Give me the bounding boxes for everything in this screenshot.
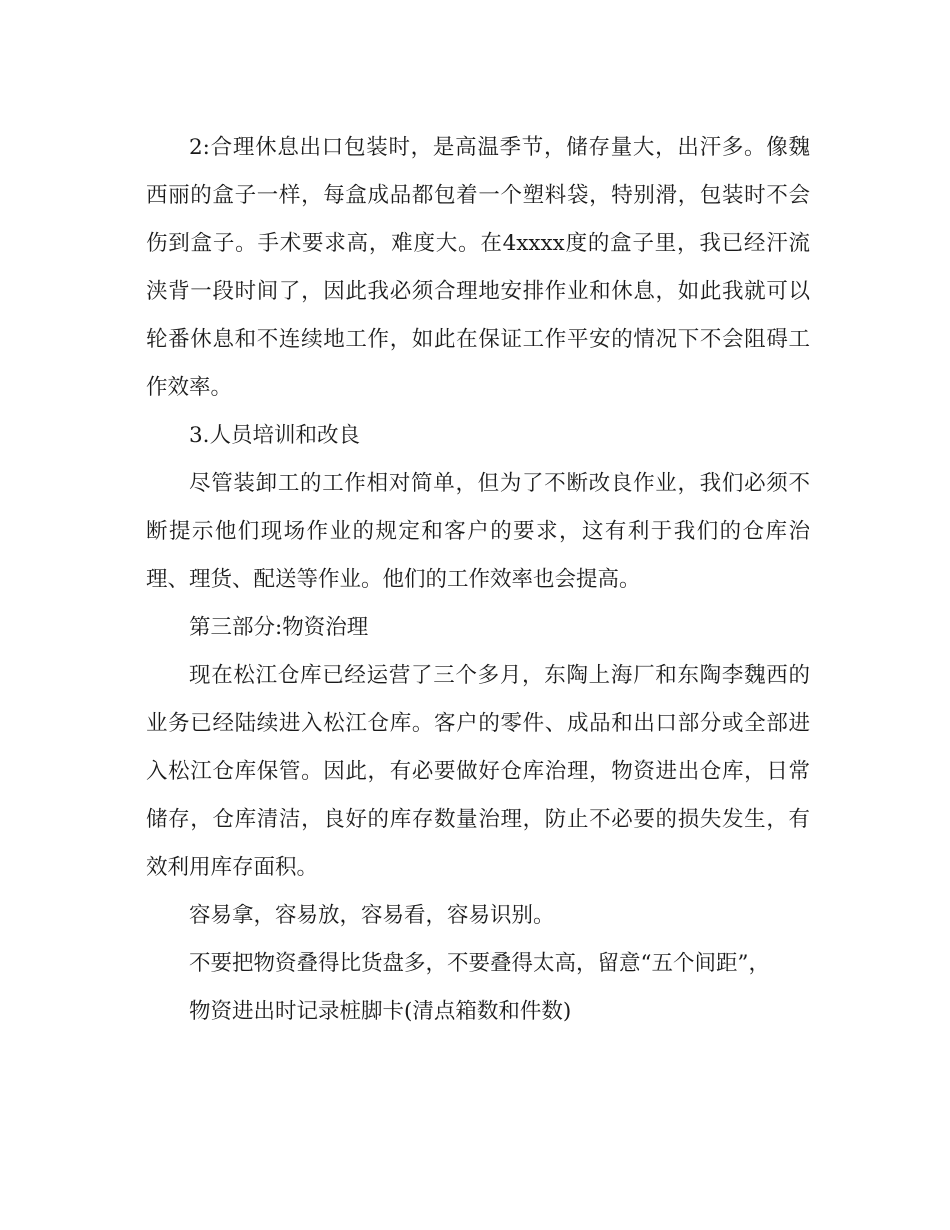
heading-part-three-materials: 第三部分:物资治理 [189, 615, 369, 640]
paragraph-easy-handling: 容易拿，容易放，容易看，容易识别。 [189, 903, 555, 928]
paragraph-stacking-rules: 不要把物资叠得比货盘多，不要叠得太高，留意“五个间距”， [189, 951, 770, 976]
paragraph-warehouse-management: 现在松江仓库已经运营了三个多月，东陶上海厂和东陶李魏西的业务已经陆续进入松江仓库。客户的零件、成品和出口部分或全部进入松江仓库保管。因此，有必要做好仓库治理，物资进出仓库，日常储存，仓库清洁，良好的库存数量治理，防止不必要的损失发生，有效利用库存面积。 [146, 663, 810, 880]
paragraph-staff-training: 尽管装卸工的工作相对简单，但为了不断改良作业，我们必须不断提示他们现场作业的规定和客户的要求，这有利于我们的仓库治理、理货、配送等作业。他们的工作效率也会提高。 [146, 471, 810, 592]
paragraph-rest-arrangement: 2:合理休息出口包装时，是高温季节，储存量大，出汗多。像魏西丽的盒子一样，每盒成品都包着一个塑料袋，特别滑，包装时不会伤到盒子。手术要求高，难度大。在4xxxx度的盒子里，我已经汗流浃背一段时间了，因此我必须合理地安排作业和休息，如此我就可以轮番休息和不连续地工作，如此在保证工作平安的情况下不会阻碍工作效率。 [146, 135, 810, 400]
paragraph-stock-card: 物资进出时记录桩脚卡(清点箱数和件数) [189, 999, 572, 1024]
heading-staff-training: 3.人员培训和改良 [189, 423, 361, 448]
document-body [146, 124, 810, 1036]
